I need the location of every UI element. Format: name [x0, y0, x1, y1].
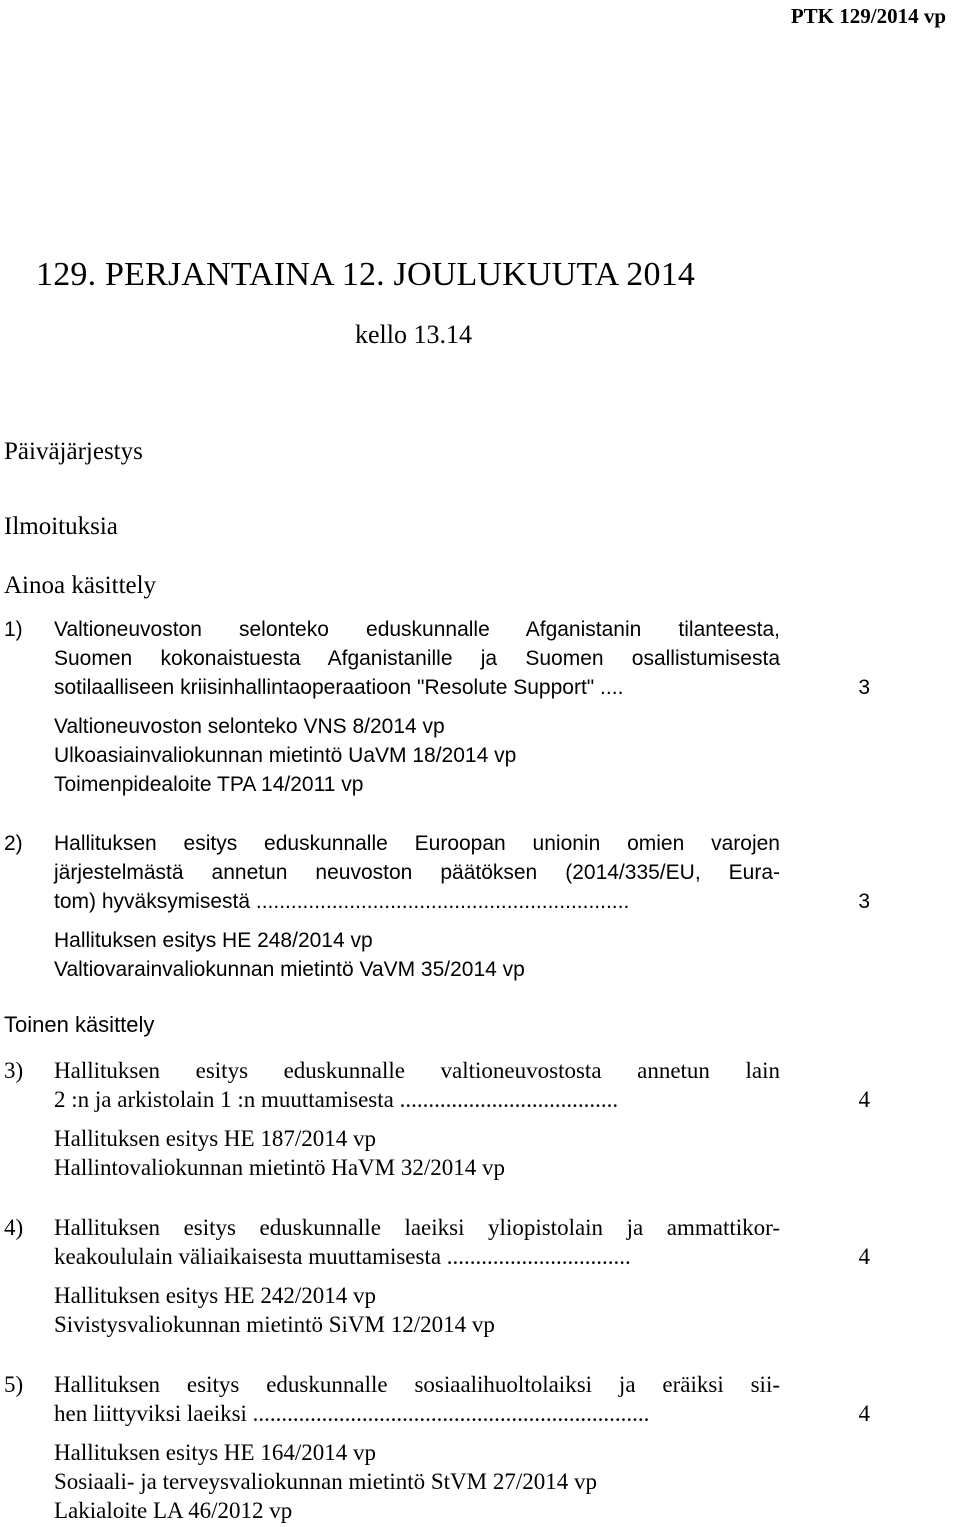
item-number: 4): [4, 1215, 24, 1240]
item-text-line: Suomen kokonaistuesta Afganistanille ja Suomen osallistumisesta: [54, 647, 780, 670]
item-number: 1): [4, 618, 23, 641]
page-number: 4: [858, 1244, 870, 1269]
first-reading-heading: Ainoa käsittely: [4, 572, 157, 599]
reference-line: Hallintovaliokunnan mietintö HaVM 32/2014 vp: [54, 1155, 506, 1180]
page-number: 3: [858, 676, 870, 699]
item-number: 2): [4, 832, 23, 855]
session-time: kello 13.14: [355, 320, 472, 349]
document-reference: PTK 129/2014 vp: [790, 4, 946, 28]
item-text-line: Hallituksen esitys eduskunnalle sosiaalihuoltolaiksi ja eräiksi sii-: [54, 1372, 780, 1397]
page-number: 3: [858, 890, 870, 913]
second-reading-heading: Toinen käsittely: [4, 1012, 155, 1037]
reference-line: Hallituksen esitys HE 248/2014 vp: [54, 929, 373, 952]
reference-line: Ulkoasiainvaliokunnan mietintö UaVM 18/2014 vp: [54, 744, 517, 767]
reference-line: Lakialoite LA 46/2012 vp: [54, 1498, 293, 1523]
agenda-item: [4, 1213, 870, 1339]
item-text-line: Valtioneuvoston selonteko eduskunnalle Afganistanin tilanteesta,: [54, 618, 780, 641]
item-text-line: tom) hyväksymisestä ................................................................: [54, 890, 630, 913]
reference-line: Hallituksen esitys HE 187/2014 vp: [54, 1126, 376, 1151]
page-number: 4: [858, 1401, 870, 1426]
page-number: 4: [858, 1087, 870, 1112]
agenda-heading: Päiväjärjestys: [4, 438, 143, 465]
item-text-line: Hallituksen esitys eduskunnalle valtioneuvostosta annetun lain: [54, 1058, 780, 1083]
item-text-line: sotilaalliseen kriisinhallintaoperaatioon "Resolute Support" ....: [54, 676, 624, 699]
reference-line: Valtiovarainvaliokunnan mietintö VaVM 35/2014 vp: [54, 958, 525, 981]
agenda-item: [4, 829, 870, 984]
item-number: 5): [4, 1372, 24, 1397]
item-text-line: keakoululain väliaikaisesta muuttamisesta ................................: [54, 1244, 631, 1269]
reference-line: Hallituksen esitys HE 164/2014 vp: [54, 1440, 376, 1465]
notices-heading: Ilmoituksia: [4, 513, 118, 540]
item-text-line: 2 :n ja arkistolain 1 :n muuttamisesta ......................................: [54, 1087, 619, 1112]
session-title: 129. PERJANTAINA 12. JOULUKUUTA 2014: [36, 256, 696, 293]
reference-line: Sosiaali- ja terveysvaliokunnan mietintö StVM 27/2014 vp: [54, 1469, 597, 1494]
item-text-line: hen liittyviksi laeiksi .....................................................................: [54, 1401, 650, 1426]
agenda-item: [4, 1056, 870, 1182]
item-text-line: Hallituksen esitys eduskunnalle Euroopan unionin omien varojen: [54, 832, 780, 855]
reference-line: Valtioneuvoston selonteko VNS 8/2014 vp: [54, 715, 445, 738]
reference-line: Toimenpidealoite TPA 14/2011 vp: [54, 773, 364, 796]
item-text-line: järjestelmästä annetun neuvoston päätöksen (2014/335/EU, Eura-: [54, 861, 780, 884]
item-number: 3): [4, 1058, 24, 1083]
reference-line: Sivistysvaliokunnan mietintö SiVM 12/2014 vp: [54, 1312, 495, 1337]
reference-line: Hallituksen esitys HE 242/2014 vp: [54, 1283, 376, 1308]
item-text-line: Hallituksen esitys eduskunnalle laeiksi yliopistolain ja ammattikor-: [54, 1215, 780, 1240]
agenda-item: [4, 1370, 870, 1525]
agenda-item: [4, 615, 870, 799]
